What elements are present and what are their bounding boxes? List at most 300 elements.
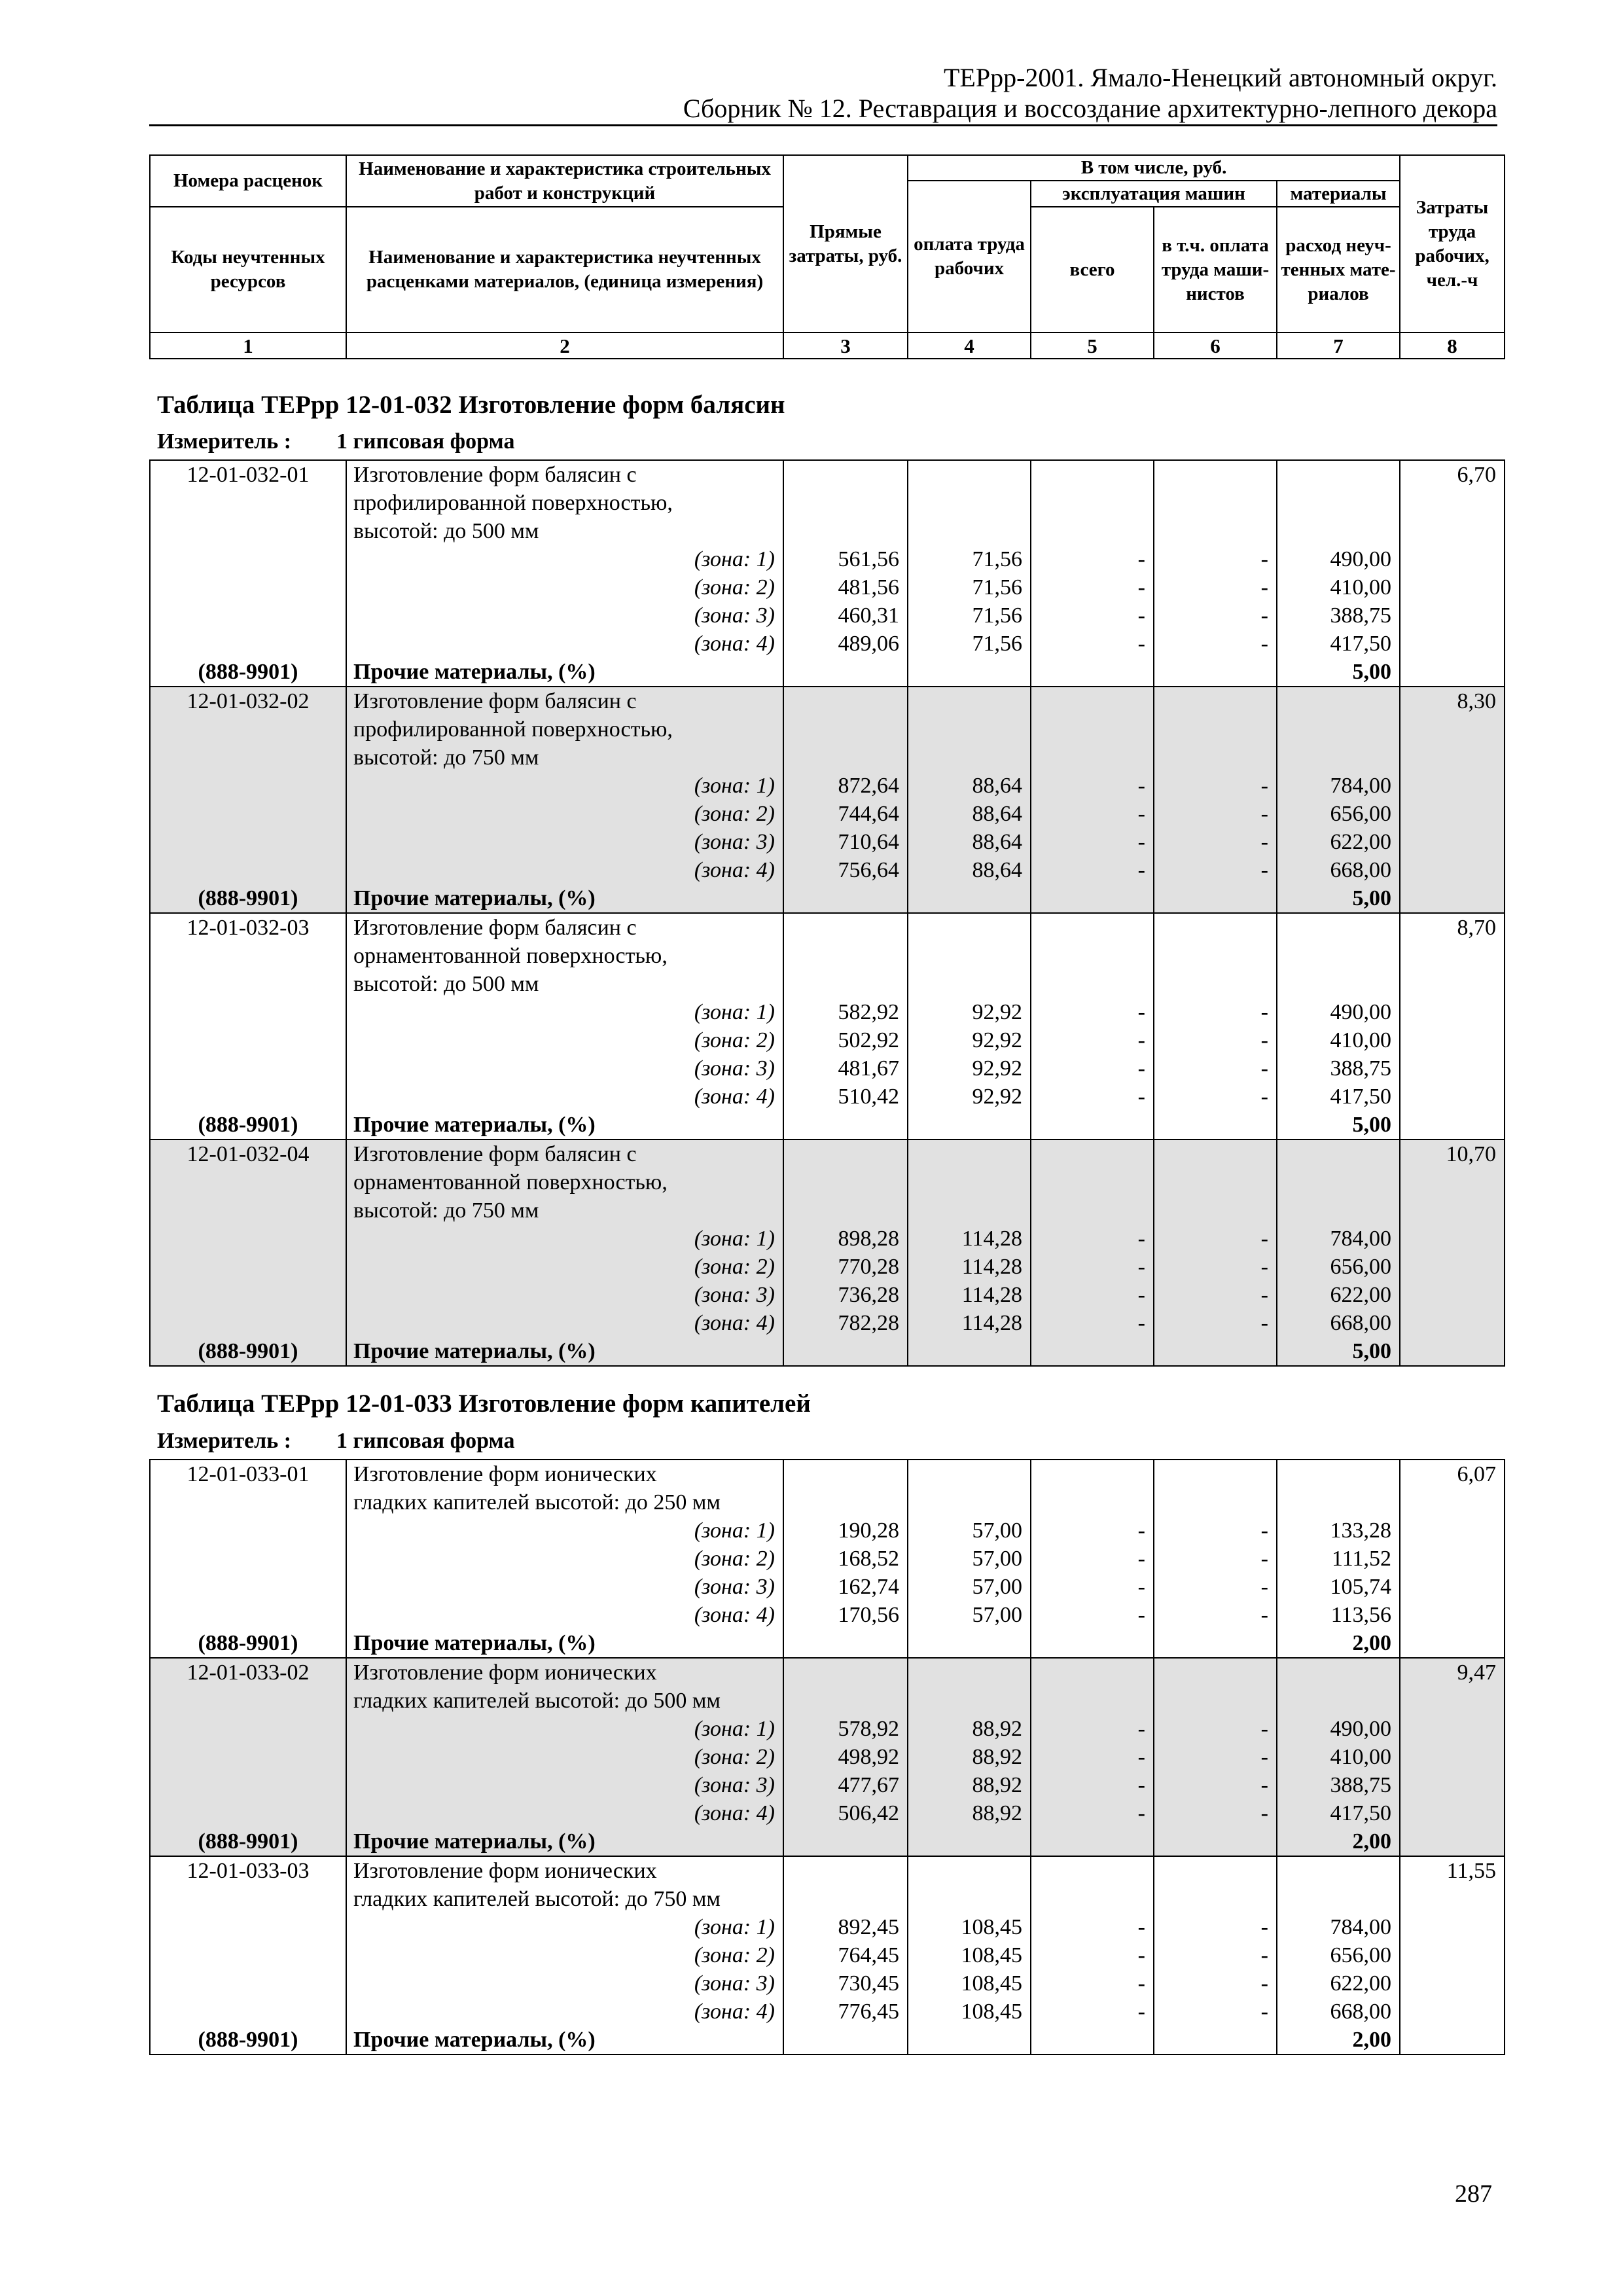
zone-label: (зона: 1) (694, 547, 775, 571)
blank-line (908, 1111, 1030, 1139)
machines-total: - (1137, 1915, 1145, 1939)
blank-line (908, 461, 1030, 489)
blank-line (1154, 2026, 1276, 2054)
blank-line (151, 772, 346, 800)
rate-name-line: орнаментованной поверхностью, (353, 944, 668, 968)
machinist-pay: - (1260, 1028, 1268, 1052)
materials-cost-cell (1277, 1856, 1400, 2054)
rate-name-cell (346, 1856, 783, 2054)
blank-line (784, 1488, 907, 1516)
blank-line (784, 489, 907, 517)
col-number: 1 (150, 332, 346, 359)
table-row (150, 1460, 1505, 1658)
zone-label: (зона: 2) (694, 1547, 775, 1571)
direct-cost: 498,92 (838, 1745, 899, 1769)
blank-line (151, 1196, 346, 1225)
machinist-pay: - (1260, 1915, 1268, 1939)
machinist-pay: - (1260, 1227, 1268, 1251)
materials-cost: 784,00 (1330, 1227, 1391, 1251)
blank-line (1277, 461, 1399, 489)
measure-value: 1 гипсовая форма (336, 1429, 515, 1453)
materials-cost-cell (1277, 913, 1400, 1139)
machines-total: - (1137, 1283, 1145, 1307)
blank-line (1277, 1885, 1399, 1913)
rate-name-line: Изготовление форм балясин с (353, 463, 637, 487)
measure-line (157, 429, 514, 454)
rate-code: 12-01-032-03 (187, 916, 310, 940)
blank-line (151, 1545, 346, 1573)
rate-code-cell (150, 1856, 346, 2054)
machinist-pay: - (1260, 1943, 1268, 1967)
rate-name-cell (346, 1139, 783, 1366)
blank-line (151, 1516, 346, 1545)
blank-line (1031, 1687, 1153, 1715)
blank-line (1277, 687, 1399, 715)
blank-line (1154, 1488, 1276, 1516)
blank-line (1277, 1140, 1399, 1168)
machinist-pay: - (1260, 632, 1268, 656)
blank-line (1154, 1827, 1276, 1856)
col-number: 6 (1154, 332, 1277, 359)
blank-line (1277, 942, 1399, 970)
blank-line (784, 1827, 907, 1856)
blank-line (784, 2026, 907, 2054)
zone-label: (зона: 3) (694, 1575, 775, 1599)
direct-cost: 744,64 (838, 802, 899, 826)
measure-label: Измеритель : (157, 1429, 292, 1453)
rate-name-line: гладких капителей высотой: до 250 мм (353, 1490, 721, 1515)
zone-label: (зона: 2) (694, 1028, 775, 1052)
blank-line (1031, 1629, 1153, 1657)
blank-line (151, 856, 346, 884)
machinist-pay-cell (1154, 1856, 1277, 2054)
blank-line (1031, 1111, 1153, 1139)
direct-cost: 776,45 (838, 2000, 899, 2024)
blank-line (1277, 914, 1399, 942)
worker-pay: 114,28 (961, 1283, 1022, 1307)
machines-total-cell (1031, 1139, 1154, 1366)
direct-cost: 872,64 (838, 774, 899, 798)
machinist-pay: - (1260, 774, 1268, 798)
machines-total: - (1137, 1255, 1145, 1279)
blank-line (1154, 1196, 1276, 1225)
worker-pay-cell (908, 687, 1031, 913)
worker-pay-cell (908, 1856, 1031, 2054)
blank-line (784, 884, 907, 912)
blank-line (908, 489, 1030, 517)
blank-line (784, 461, 907, 489)
col-machinist-pay: в т.ч. оплата труда маши-нистов (1154, 207, 1277, 332)
worker-pay: 108,45 (961, 2000, 1022, 2024)
labor-value: 6,07 (1457, 1462, 1496, 1486)
col-number: 7 (1277, 332, 1400, 359)
rate-name-line: профилированной поверхностью, (353, 717, 673, 742)
blank-line (1154, 461, 1276, 489)
col-direct-costs: Прямые затраты, руб. (783, 155, 908, 332)
blank-line (784, 1857, 907, 1885)
blank-line (151, 1309, 346, 1337)
machines-total: - (1137, 1745, 1145, 1769)
blank-line (1031, 914, 1153, 942)
rate-name-line: Изготовление форм ионических (353, 1462, 657, 1486)
col-including: В том числе, руб. (908, 155, 1400, 181)
rate-name-line: Изготовление форм балясин с (353, 689, 637, 713)
labor-cell (1400, 1856, 1505, 2054)
machinist-pay: - (1260, 858, 1268, 882)
direct-cost: 502,92 (838, 1028, 899, 1052)
blank-line (151, 1687, 346, 1715)
direct-cost: 170,56 (838, 1603, 899, 1627)
rate-code: 12-01-033-03 (187, 1859, 310, 1883)
blank-line (1031, 1196, 1153, 1225)
materials-cost: 410,00 (1330, 1745, 1391, 1769)
direct-cost-cell (783, 1658, 908, 1856)
other-materials-label: Прочие материалы, (%) (353, 886, 596, 910)
blank-line (1031, 884, 1153, 912)
blank-line (151, 601, 346, 630)
blank-line (784, 658, 907, 686)
materials-cost: 417,50 (1330, 1085, 1391, 1109)
worker-pay: 57,00 (972, 1603, 1022, 1627)
blank-line (151, 1913, 346, 1941)
materials-cost: 388,75 (1330, 1056, 1391, 1081)
labor-value: 9,47 (1457, 1660, 1496, 1685)
zone-label: (зона: 2) (694, 1255, 775, 1279)
blank-line (151, 1281, 346, 1309)
blank-line (1031, 2026, 1153, 2054)
machinist-pay: - (1260, 1971, 1268, 1996)
blank-line (908, 687, 1030, 715)
rate-code: 12-01-032-04 (187, 1142, 310, 1166)
zone-label: (зона: 3) (694, 1283, 775, 1307)
worker-pay: 114,28 (961, 1255, 1022, 1279)
table-row (150, 1856, 1505, 2054)
blank-line (1154, 1857, 1276, 1885)
labor-cell (1400, 687, 1505, 913)
measure-line (157, 1429, 514, 1454)
labor-cell (1400, 913, 1505, 1139)
blank-line (1277, 1460, 1399, 1488)
zone-label: (зона: 4) (694, 2000, 775, 2024)
blank-line (151, 1998, 346, 2026)
rate-code-cell (150, 1658, 346, 1856)
worker-pay: 71,56 (972, 575, 1022, 600)
worker-pay: 71,56 (972, 603, 1022, 628)
direct-cost: 578,92 (838, 1717, 899, 1741)
materials-cost: 622,00 (1330, 1283, 1391, 1307)
rate-code-cell (150, 1460, 346, 1658)
blank-line (1031, 942, 1153, 970)
blank-line (908, 1460, 1030, 1488)
zone-label: (зона: 1) (694, 774, 775, 798)
machines-total: - (1137, 1943, 1145, 1967)
worker-pay: 92,92 (972, 1056, 1022, 1081)
measure-label: Измеритель : (157, 429, 292, 454)
resource-code: (888-9901) (198, 1113, 298, 1137)
machinist-pay: - (1260, 1603, 1268, 1627)
machines-total: - (1137, 1801, 1145, 1825)
rate-code: 12-01-033-01 (187, 1462, 310, 1486)
machinist-pay: - (1260, 603, 1268, 628)
rate-name-line: высотой: до 500 мм (353, 519, 539, 543)
direct-cost: 190,28 (838, 1518, 899, 1543)
blank-line (1031, 970, 1153, 998)
blank-line (784, 1111, 907, 1139)
zone-label: (зона: 1) (694, 1227, 775, 1251)
materials-cost: 622,00 (1330, 830, 1391, 854)
machines-total: - (1137, 547, 1145, 571)
direct-cost: 736,28 (838, 1283, 899, 1307)
zone-label: (зона: 4) (694, 1085, 775, 1109)
col-number: 2 (346, 332, 783, 359)
other-materials-label: Прочие материалы, (%) (353, 1829, 596, 1854)
materials-cost: 490,00 (1330, 1717, 1391, 1741)
rate-code: 12-01-032-01 (187, 463, 310, 487)
zone-label: (зона: 1) (694, 1915, 775, 1939)
resource-code: (888-9901) (198, 1829, 298, 1854)
worker-pay: 88,92 (972, 1801, 1022, 1825)
other-materials-label: Прочие материалы, (%) (353, 1113, 596, 1137)
zone-label: (зона: 4) (694, 1311, 775, 1335)
materials-cost: 668,00 (1330, 2000, 1391, 2024)
worker-pay: 114,28 (961, 1311, 1022, 1335)
machinist-pay: - (1260, 1056, 1268, 1081)
blank-line (151, 517, 346, 545)
machines-total: - (1137, 1603, 1145, 1627)
materials-cost-cell (1277, 460, 1400, 687)
direct-cost-cell (783, 1856, 908, 2054)
blank-line (1154, 1885, 1276, 1913)
blank-line (1031, 1659, 1153, 1687)
blank-line (151, 1885, 346, 1913)
other-materials-value: 5,00 (1352, 660, 1391, 684)
zone-label: (зона: 2) (694, 1943, 775, 1967)
table-row (150, 460, 1505, 687)
blank-line (151, 1941, 346, 1969)
blank-line (1277, 1857, 1399, 1885)
materials-cost: 417,50 (1330, 1801, 1391, 1825)
blank-line (908, 1857, 1030, 1885)
labor-value: 11,55 (1446, 1859, 1496, 1883)
blank-line (151, 1054, 346, 1083)
blank-line (908, 1168, 1030, 1196)
rate-name-line: гладких капителей высотой: до 500 мм (353, 1689, 721, 1713)
rate-name-line: Изготовление форм ионических (353, 1859, 657, 1883)
other-materials-label: Прочие материалы, (%) (353, 2028, 596, 2052)
machines-total: - (1137, 1000, 1145, 1024)
col-number: 4 (908, 332, 1031, 359)
machinist-pay-cell (1154, 687, 1277, 913)
blank-line (1154, 1460, 1276, 1488)
blank-line (1031, 744, 1153, 772)
materials-cost: 388,75 (1330, 603, 1391, 628)
zone-label: (зона: 1) (694, 1000, 775, 1024)
machinist-pay: - (1260, 547, 1268, 571)
worker-pay: 71,56 (972, 547, 1022, 571)
materials-cost: 656,00 (1330, 802, 1391, 826)
blank-line (1277, 517, 1399, 545)
blank-line (1031, 1885, 1153, 1913)
rates-table (149, 459, 1505, 1367)
rate-code-cell (150, 460, 346, 687)
machinist-pay: - (1260, 1000, 1268, 1024)
machinist-pay: - (1260, 1745, 1268, 1769)
materials-cost: 490,00 (1330, 547, 1391, 571)
col-work-name: Наименование и характеристика строительных работ и конструкций (346, 155, 783, 207)
resource-code: (888-9901) (198, 2028, 298, 2052)
materials-cost: 668,00 (1330, 858, 1391, 882)
blank-line (908, 1140, 1030, 1168)
resource-code: (888-9901) (198, 886, 298, 910)
materials-cost: 133,28 (1330, 1518, 1391, 1543)
direct-cost: 162,74 (838, 1575, 899, 1599)
materials-cost: 388,75 (1330, 1773, 1391, 1797)
rate-name-line: Изготовление форм ионических (353, 1660, 657, 1685)
blank-line (784, 1687, 907, 1715)
machinist-pay: - (1260, 1801, 1268, 1825)
blank-line (784, 1196, 907, 1225)
worker-pay-cell (908, 913, 1031, 1139)
blank-line (1031, 1168, 1153, 1196)
machinist-pay: - (1260, 830, 1268, 854)
direct-cost: 582,92 (838, 1000, 899, 1024)
blank-line (784, 1629, 907, 1657)
blank-line (1031, 1140, 1153, 1168)
blank-line (908, 1196, 1030, 1225)
machines-total: - (1137, 1518, 1145, 1543)
direct-cost-cell (783, 460, 908, 687)
blank-line (1154, 1140, 1276, 1168)
materials-cost: 656,00 (1330, 1943, 1391, 1967)
machines-total-cell (1031, 460, 1154, 687)
col-material-names: Наименование и характеристика неучтенных расценками материалов, (единица измерения) (346, 207, 783, 332)
resource-code: (888-9901) (198, 1631, 298, 1655)
direct-cost: 489,06 (838, 632, 899, 656)
blank-line (1154, 970, 1276, 998)
blank-line (784, 1168, 907, 1196)
machines-total: - (1137, 774, 1145, 798)
rate-name-line: высотой: до 500 мм (353, 972, 539, 996)
other-materials-value: 2,00 (1352, 1631, 1391, 1655)
direct-cost: 481,56 (838, 575, 899, 600)
direct-cost: 168,52 (838, 1547, 899, 1571)
blank-line (784, 1140, 907, 1168)
direct-cost: 510,42 (838, 1085, 899, 1109)
rates-table (149, 1459, 1505, 2055)
worker-pay: 88,64 (972, 802, 1022, 826)
blank-line (908, 1337, 1030, 1365)
blank-line (1154, 884, 1276, 912)
zone-label: (зона: 1) (694, 1518, 775, 1543)
blank-line (1277, 744, 1399, 772)
blank-line (151, 800, 346, 828)
blank-line (1031, 715, 1153, 744)
blank-line (151, 1253, 346, 1281)
direct-cost: 892,45 (838, 1915, 899, 1939)
machinist-pay: - (1260, 1518, 1268, 1543)
blank-line (784, 517, 907, 545)
blank-line (1277, 1196, 1399, 1225)
blank-line (784, 970, 907, 998)
materials-cost: 668,00 (1330, 1311, 1391, 1335)
blank-line (1154, 687, 1276, 715)
col-materials-unaccounted: расход неуч-тенных мате-риалов (1277, 207, 1400, 332)
machines-total: - (1137, 802, 1145, 826)
worker-pay: 92,92 (972, 1000, 1022, 1024)
machines-total: - (1137, 1575, 1145, 1599)
direct-cost: 460,31 (838, 603, 899, 628)
machinist-pay: - (1260, 575, 1268, 600)
blank-line (1031, 658, 1153, 686)
blank-line (784, 687, 907, 715)
machines-total: - (1137, 1227, 1145, 1251)
machinist-pay: - (1260, 802, 1268, 826)
blank-line (151, 942, 346, 970)
direct-cost-cell (783, 1139, 908, 1366)
worker-pay: 88,64 (972, 858, 1022, 882)
blank-line (1154, 942, 1276, 970)
machines-total: - (1137, 603, 1145, 628)
blank-line (151, 1969, 346, 1998)
materials-cost: 490,00 (1330, 1000, 1391, 1024)
worker-pay: 88,92 (972, 1745, 1022, 1769)
other-materials-value: 2,00 (1352, 2028, 1391, 2052)
table-row (150, 1139, 1505, 1366)
blank-line (151, 1743, 346, 1771)
machines-total-cell (1031, 687, 1154, 913)
blank-line (784, 1337, 907, 1365)
materials-cost: 784,00 (1330, 774, 1391, 798)
blank-line (151, 828, 346, 856)
col-worker-pay: оплата труда рабочих (908, 181, 1031, 332)
worker-pay: 88,64 (972, 830, 1022, 854)
worker-pay-cell (908, 1139, 1031, 1366)
machines-total: - (1137, 858, 1145, 882)
zone-label: (зона: 3) (694, 1773, 775, 1797)
machines-total: - (1137, 1311, 1145, 1335)
machines-total: - (1137, 1717, 1145, 1741)
direct-cost: 561,56 (838, 547, 899, 571)
blank-line (151, 1168, 346, 1196)
machines-total-cell (1031, 1460, 1154, 1658)
machinist-pay-cell (1154, 1139, 1277, 1366)
resource-code: (888-9901) (198, 1339, 298, 1363)
blank-line (1031, 1337, 1153, 1365)
blank-line (1154, 1687, 1276, 1715)
materials-cost: 410,00 (1330, 575, 1391, 600)
direct-cost-cell (783, 913, 908, 1139)
materials-cost: 784,00 (1330, 1915, 1391, 1939)
blank-line (1031, 1827, 1153, 1856)
materials-cost: 105,74 (1330, 1575, 1391, 1599)
blank-line (784, 715, 907, 744)
col-machines: эксплуатация машин (1031, 181, 1277, 207)
blank-line (151, 744, 346, 772)
table-row (150, 1658, 1505, 1856)
blank-line (1154, 1629, 1276, 1657)
worker-pay: 57,00 (972, 1518, 1022, 1543)
worker-pay: 57,00 (972, 1575, 1022, 1599)
rate-name-cell (346, 460, 783, 687)
worker-pay: 108,45 (961, 1971, 1022, 1996)
machinist-pay: - (1260, 1547, 1268, 1571)
blank-line (1154, 517, 1276, 545)
machinist-pay: - (1260, 1717, 1268, 1741)
blank-line (1031, 489, 1153, 517)
machinist-pay-cell (1154, 1460, 1277, 1658)
zone-label: (зона: 3) (694, 1056, 775, 1081)
blank-line (1031, 1460, 1153, 1488)
